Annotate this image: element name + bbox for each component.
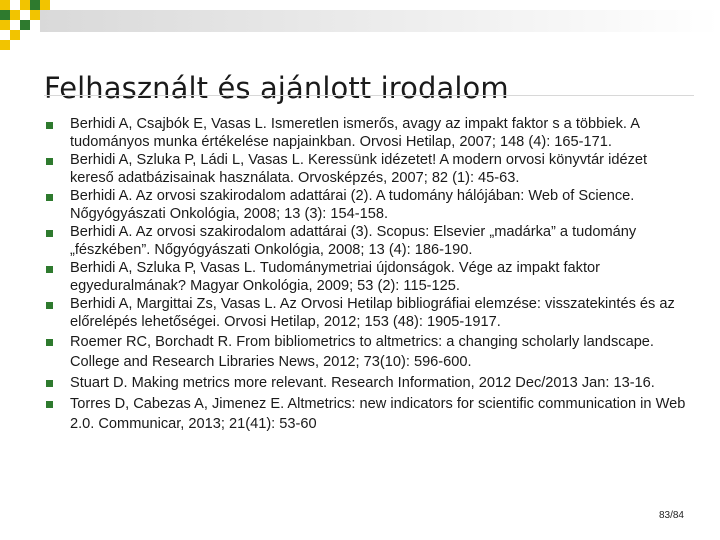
reference-item bbox=[46, 394, 686, 434]
reference-item bbox=[46, 116, 686, 151]
decorative-checkerboard-header bbox=[0, 0, 720, 50]
reference-list bbox=[46, 116, 686, 435]
page-number: 83/84 bbox=[656, 510, 684, 521]
reference-text: Berhidi A. Az orvosi szakirodalom adattárai (3). Scopus: Elsevier „madárka” a tudomány „fészkében”. Nőgyógyászati Onkológia, 2008; 13 (4): 186-190. bbox=[70, 224, 637, 258]
deco-square bbox=[20, 10, 30, 20]
square-bullet-icon bbox=[46, 401, 53, 408]
reference-text: Torres D, Cabezas A, Jimenez E. Altmetrics: new indicators for scientific communication in Web 2.0. Communicar, 2013; 21(41): 53-60 bbox=[70, 396, 686, 432]
reference-text: Berhidi A, Szluka P, Ládi L, Vasas L. Keressünk idézetet! A modern orvosi könyvtár idézet kereső adatbázisainak használata. Orvosképzés, 2007; 82 (1): 45-63. bbox=[70, 152, 648, 186]
reference-text: Berhidi A, Szluka P, Vasas L. Tudománymetriai újdonságok. Vége az impakt faktor egyeduralmának? Magyar Onkológia, 2009; 53 (2): 115-125. bbox=[70, 260, 600, 294]
square-bullet-icon bbox=[46, 194, 53, 201]
slide-title: Felhasznált és ajánlott irodalom bbox=[44, 71, 509, 106]
reference-item bbox=[46, 152, 686, 187]
reference-item bbox=[46, 188, 686, 223]
header-gradient-band bbox=[40, 10, 720, 32]
deco-square bbox=[10, 30, 20, 40]
reference-text: Berhidi A, Margittai Zs, Vasas L. Az Orvosi Hetilap bibliográfiai elemzése: visszatekintés és az előrelépés lehetőségei. Orvosi Hetilap, 2012; 153 (48): 1905-1917. bbox=[70, 296, 675, 330]
reference-item bbox=[46, 296, 686, 331]
square-bullet-icon bbox=[46, 302, 53, 309]
reference-item bbox=[46, 373, 686, 393]
reference-item bbox=[46, 260, 686, 295]
deco-square bbox=[0, 30, 10, 40]
reference-text: Berhidi A, Csajbók E, Vasas L. Ismeretlen ismerős, avagy az impakt faktor s a többiek. A tudományos munka értékelése napjainkban. Orvosi Hetilap, 2007; 148 (4): 165-171. bbox=[70, 116, 640, 150]
square-bullet-icon bbox=[46, 266, 53, 273]
square-bullet-icon bbox=[46, 339, 53, 346]
deco-square bbox=[20, 20, 30, 30]
deco-square bbox=[0, 0, 10, 10]
reference-text: Stuart D. Making metrics more relevant. Research Information, 2012 Dec/2013 Jan: 13-16. bbox=[70, 375, 655, 391]
title-divider bbox=[44, 95, 694, 96]
reference-item bbox=[46, 224, 686, 259]
square-bullet-icon bbox=[46, 158, 53, 165]
reference-text: Berhidi A. Az orvosi szakirodalom adattárai (2). A tudomány hálójában: Web of Science. Nőgyógyászati Onkológia, 2008; 13 (3): 154-158. bbox=[70, 188, 635, 222]
deco-square bbox=[20, 0, 30, 10]
square-bullet-icon bbox=[46, 380, 53, 387]
deco-square bbox=[30, 10, 40, 20]
deco-square bbox=[30, 0, 40, 10]
deco-square bbox=[0, 20, 10, 30]
square-bullet-icon bbox=[46, 122, 53, 129]
deco-square bbox=[0, 10, 10, 20]
deco-square bbox=[0, 40, 10, 50]
square-bullet-icon bbox=[46, 230, 53, 237]
reference-text: Roemer RC, Borchadt R. From bibliometrics to altmetrics: a changing scholarly landscape. College and Research Libraries News, 2012; 73(10): 596-600. bbox=[70, 334, 654, 370]
deco-square bbox=[40, 0, 50, 10]
deco-square bbox=[10, 20, 20, 30]
deco-square bbox=[10, 10, 20, 20]
deco-square bbox=[10, 0, 20, 10]
reference-item bbox=[46, 332, 686, 372]
